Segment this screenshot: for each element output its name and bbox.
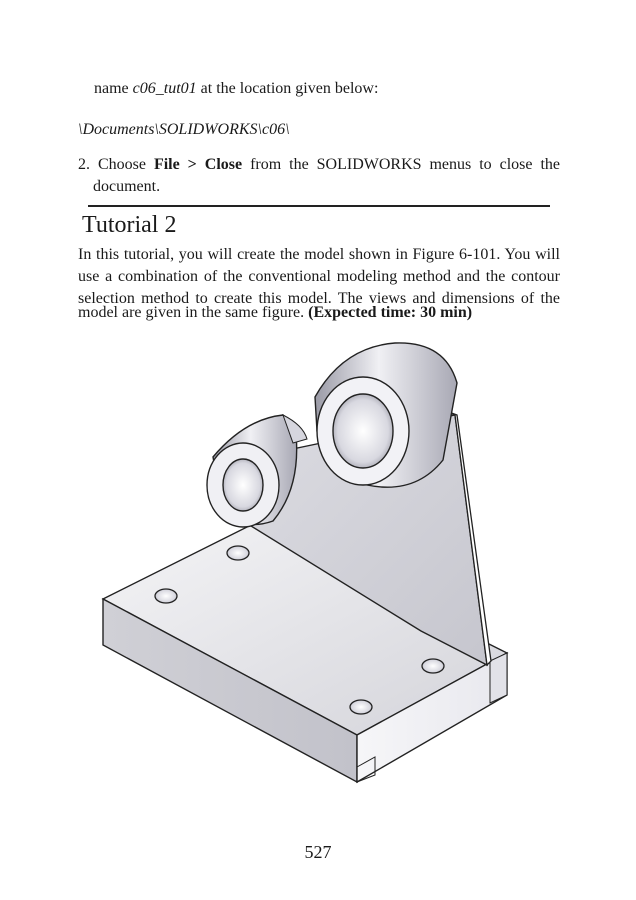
file-path-text: \Documents\SOLIDWORKS\c06\ bbox=[78, 121, 290, 138]
step-number: 2. bbox=[78, 156, 90, 173]
page-number: 527 bbox=[304, 842, 332, 862]
step-choose: Choose bbox=[97, 156, 146, 173]
intro-suffix: at the location given below: bbox=[196, 80, 379, 97]
paragraph-line-4 bbox=[78, 302, 472, 324]
file-path bbox=[78, 119, 290, 141]
menu-file: File bbox=[153, 156, 180, 173]
section-divider bbox=[88, 205, 550, 207]
intro-prefix: name bbox=[94, 80, 133, 97]
intro-filename: c06_tut01 bbox=[132, 80, 197, 97]
expected-time: (Expected time: 30 min) bbox=[308, 304, 473, 321]
intro-line bbox=[94, 78, 378, 100]
paragraph-line-4-text: model are given in the same figure. bbox=[78, 304, 309, 321]
step-2-continuation: document. bbox=[93, 178, 161, 195]
step-rest: from the SOLIDWORKS menus to close the bbox=[250, 156, 561, 173]
step-2-line2 bbox=[93, 176, 160, 198]
step-2-line1 bbox=[78, 154, 560, 176]
paragraph-line-1: In this tutorial, you will create the model shown in Figure 6-101. You will bbox=[78, 246, 560, 263]
menu-close: Close bbox=[204, 156, 243, 173]
section-heading: Tutorial 2 bbox=[82, 212, 177, 238]
paragraph-line-2: use a combination of the conventional modeling method and the contour bbox=[78, 268, 560, 285]
paragraph-line-3: selection method to create this model. The views and dimensions of the bbox=[78, 290, 560, 307]
solid-model-bracket-icon bbox=[95, 335, 525, 785]
menu-arrow: > bbox=[187, 156, 197, 173]
